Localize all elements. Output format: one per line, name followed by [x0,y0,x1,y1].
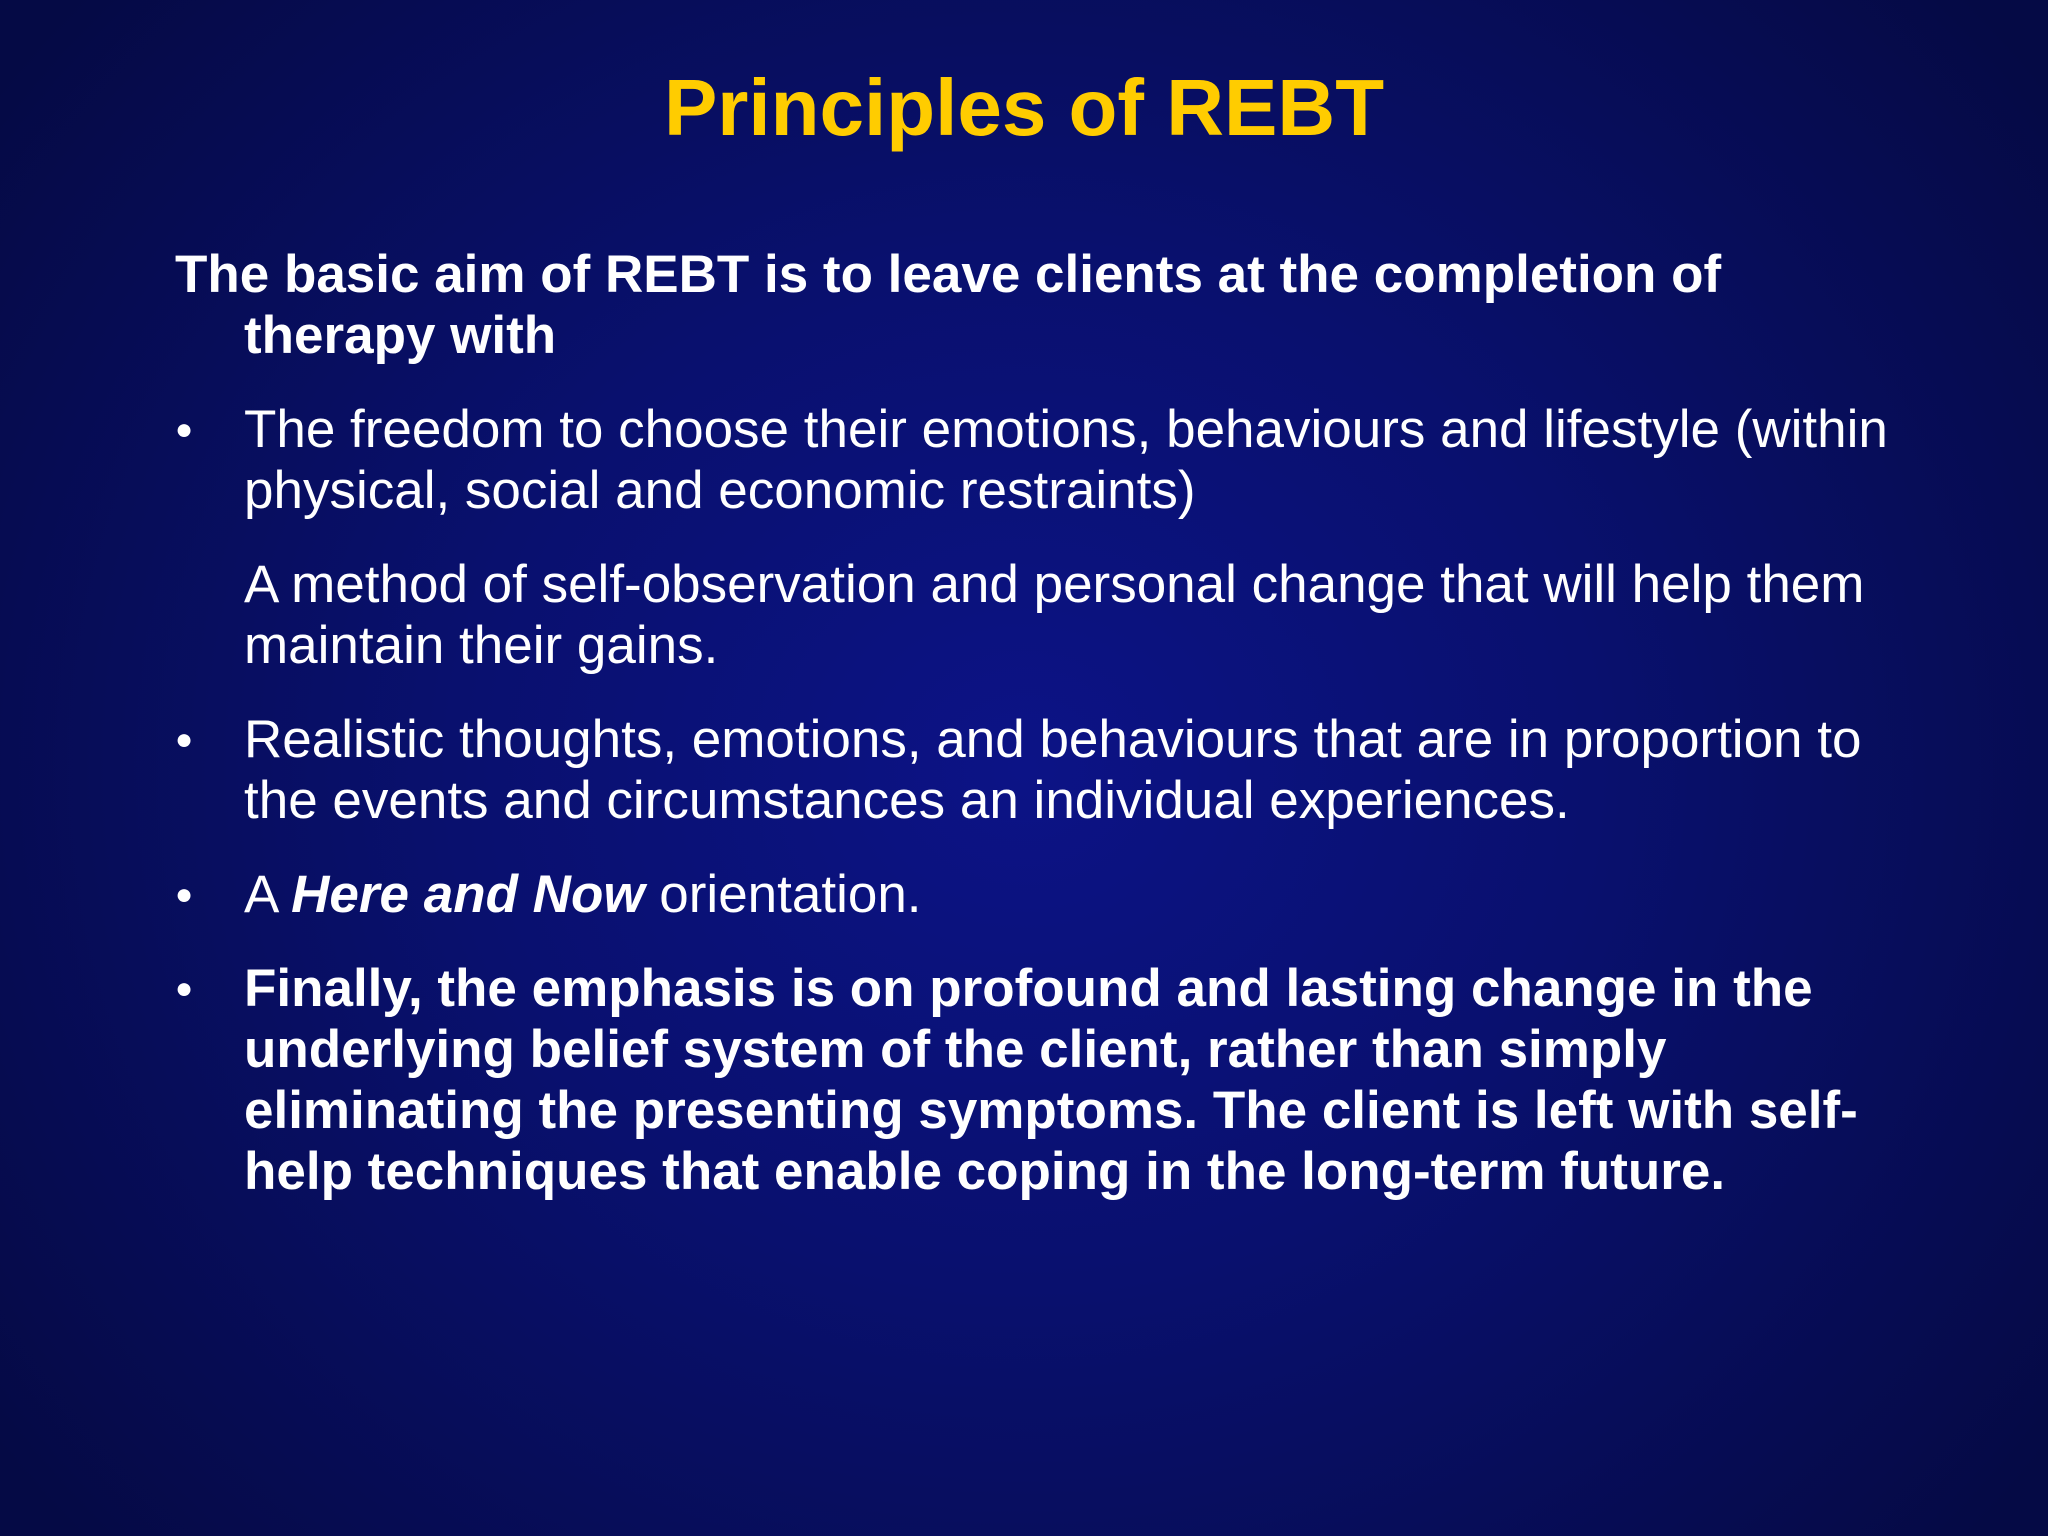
bullet-text-suffix: orientation. [644,865,922,924]
bullet-icon: ● [175,972,194,1005]
bullet-text: A method of self-observation and personal change that will help them maintain their gains. [244,555,1865,675]
bullet-item-here-and-now [175,864,1895,925]
slide-title: Principles of REBT [663,63,1385,152]
bullet-item-profound-change [175,958,1895,1202]
bullet-text: The freedom to choose their emotions, behaviours and lifestyle (within physical, social and economic restraints) [244,400,1888,520]
intro-text: The basic aim of REBT is to leave clients at the completion of therapy with [175,245,1722,365]
bullet-item-freedom [175,399,1895,521]
bullet-text: Realistic thoughts, emotions, and behaviours that are in proportion to the events and circumstances an individual experiences. [244,710,1862,830]
slide-body [175,244,1895,1202]
bullet-text-prefix: A [244,865,292,924]
bullet-icon: ● [175,878,194,911]
bullet-icon: ● [175,723,194,756]
bullet-icon: ● [175,413,194,446]
bullet-text: Finally, the emphasis is on profound and lasting change in the underlying belief system of the client, rather than simply eliminating the presenting symptoms. The client is left with self-help techniques that enable coping in the long-term future. [244,959,1858,1201]
bullet-item-realistic-thoughts [175,709,1895,831]
bullet-item-self-observation [175,554,1895,676]
bullet-text-emphasis: Here and Now [291,865,645,924]
